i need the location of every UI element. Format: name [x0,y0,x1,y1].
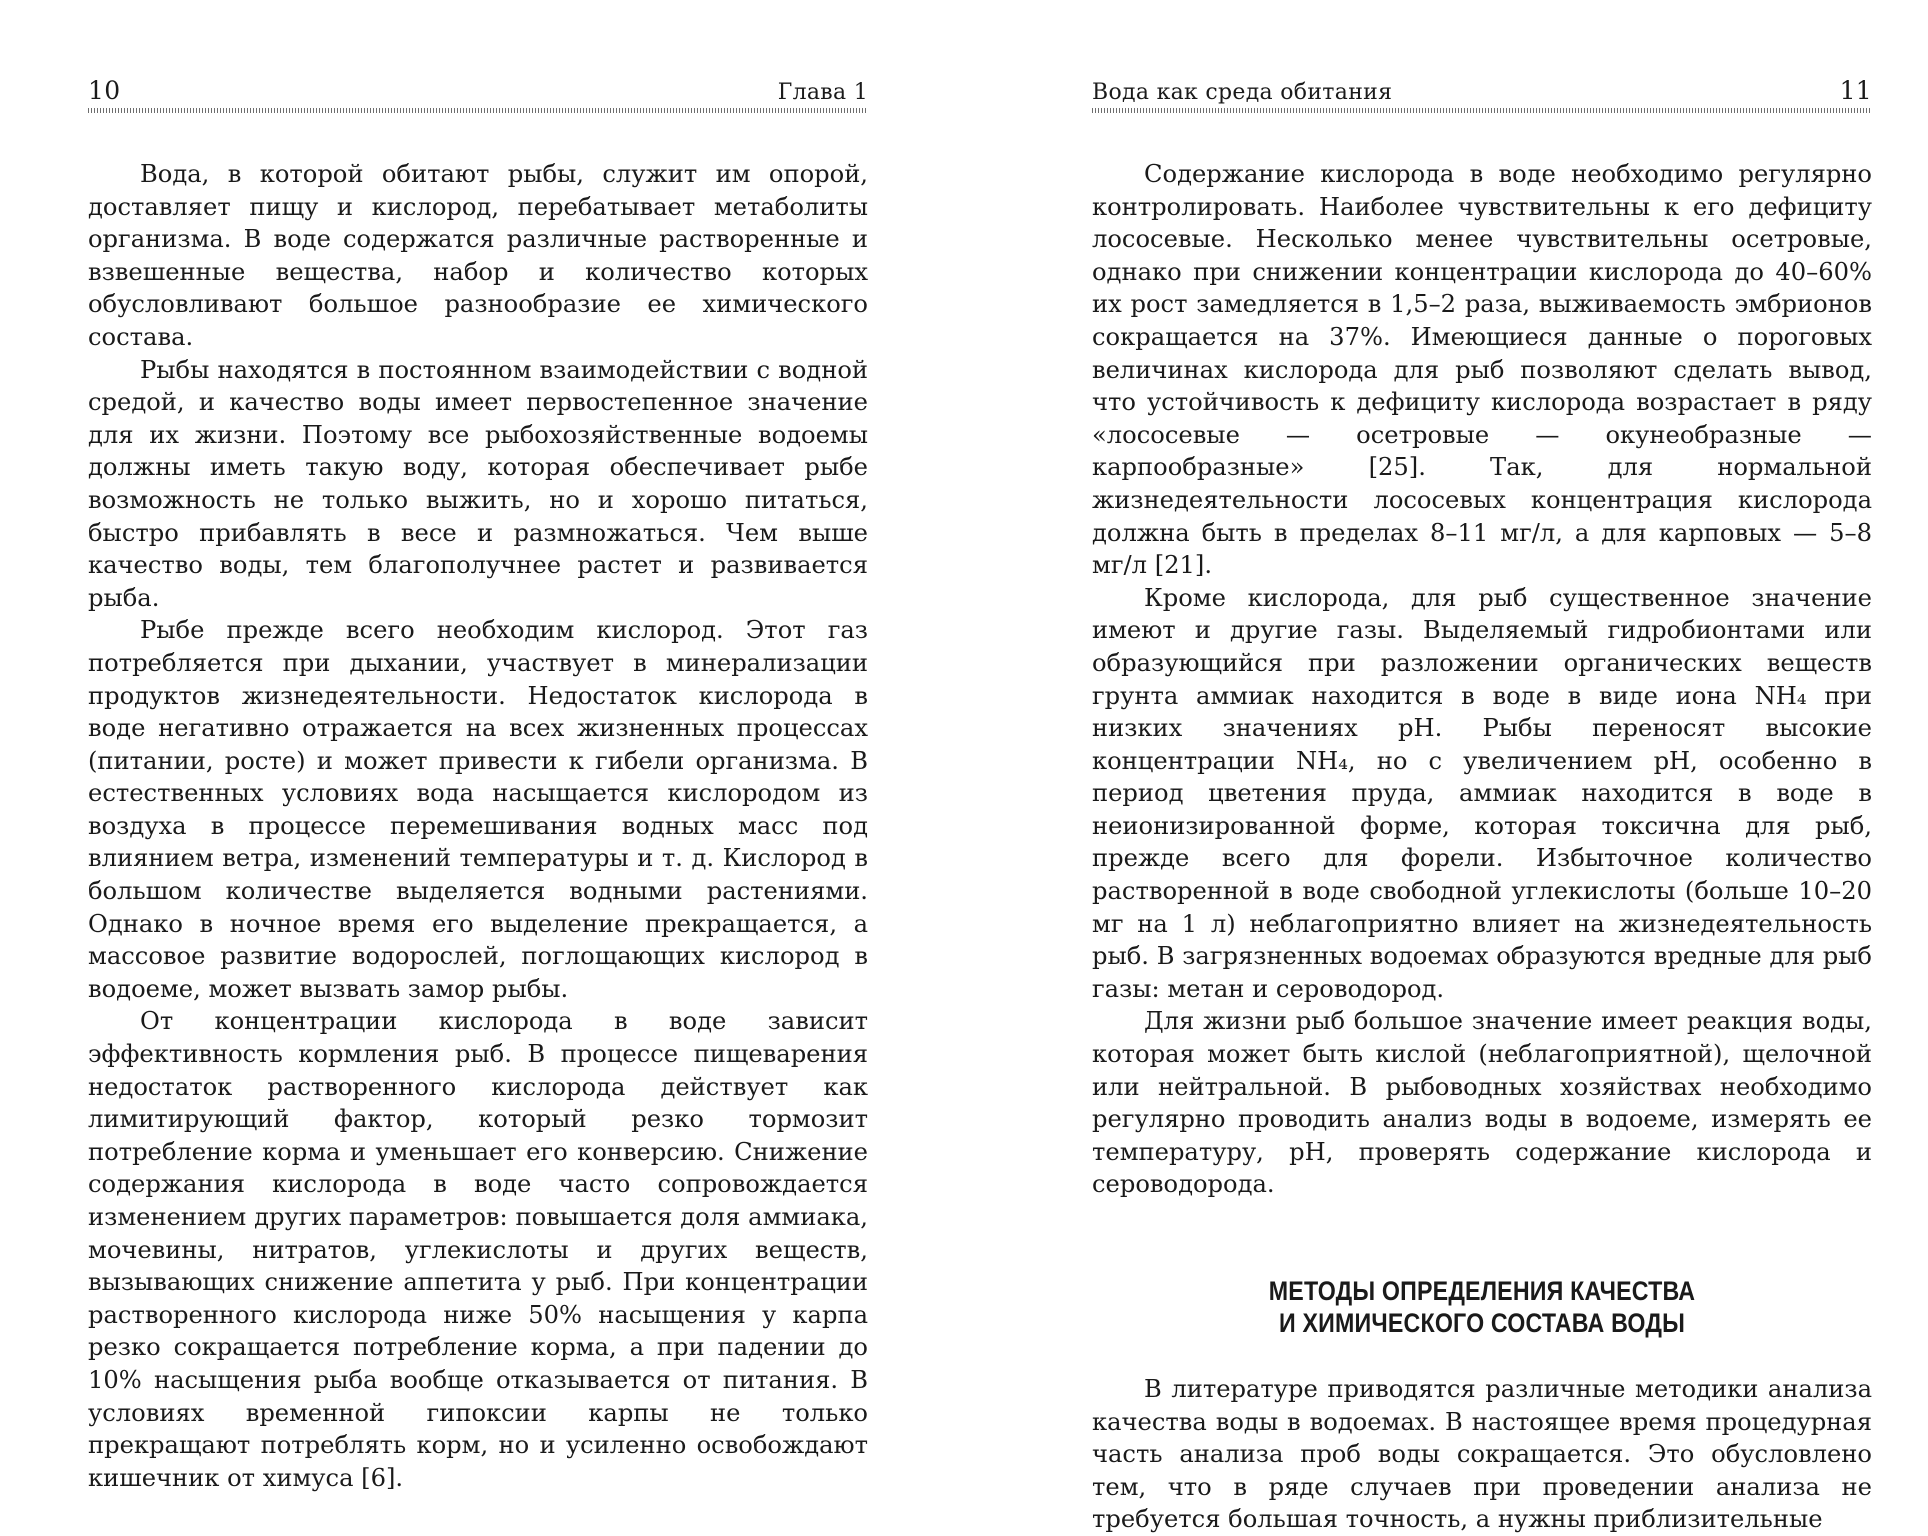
right-paragraph-3: Для жизни рыб большое значение имеет реакция воды, которая может быть кислой (неблагоприятной), щелочной или нейтральной. В рыбоводных хозяйствах необходимо регулярно проводить анализ воды в водоеме, измерять ее температуру, pH, проверять содержание кислорода и сероводорода. [1092,1007,1872,1199]
section-heading-line-2: И ХИМИЧЕСКОГО СОСТАВА ВОДЫ [1278,1308,1685,1338]
right-page [1092,0,1872,1534]
left-paragraph-3: Рыбе прежде всего необходим кислород. Этот газ потребляется при дыхании, участвует в минерализации продуктов жизнедеятельности. Недостаток кислорода в воде негативно отражается на всех жизненных процессах (питании, росте) и может привести к гибели организма. В естественных условиях вода насыщается кислородом из воздуха в процессе перемешивания водных масс под влиянием ветра, изменений температуры и т. д. Кислород в большом количестве выделяется водными растениями. Однако в ночное время его выделение прекращается, а массовое развитие водорослей, поглощающих кислород в водоеме, может вызвать замор рыбы. [88,616,868,1003]
left-page [88,0,868,1534]
right-paragraph-2: Кроме кислорода, для рыб существенное значение имеют и другие газы. Выделяемый гидробионтами или образующийся при разложении органических веществ грунта аммиак находится в воде в виде иона NH₄ при низких значениях pH. Рыбы переносят высокие концентрации NH₄, но с увеличением pH, особенно в период цветения пруда, аммиак находится в воде в неионизированной форме, которая токсична для рыб, прежде всего для форели. Избыточное количество растворенной в воде свободной углекислоты (больше 10–20 мг на 1 л) неблагоприятно влияет на жизнедеятельность рыб. В загрязненных водоемах образуются вредные для рыб газы: метан и сероводород. [1092,583,1872,1003]
left-paragraph-4: От концентрации кислорода в воде зависит эффективность кормления рыб. В процессе пищеварения недостаток растворенного кислорода действует как лимитирующий фактор, который резко тормозит потребление корма и уменьшает его конверсию. Снижение содержания кислорода в воде часто сопровождается изменением других параметров: повышается доля аммиака, мочевины, нитратов, углекислоты и других веществ, вызывающих снижение аппетита у рыб. При концентрации растворенного кислорода ниже 50% насыщения у карпа резко сокращается потребление корма, а при падении до 10% насыщения рыба вообще отказывается от питания. В условиях временной гипоксии карпы не только прекращают потреблять корм, но и усиленно освобождают кишечник от химуса [6]. [88,1007,868,1492]
right-paragraph-1: Содержание кислорода в воде необходимо регулярно контролировать. Наиболее чувствительны к его дефициту лососевые. Несколько менее чувствительны осетровые, однако при снижении концентрации кислорода до 40–60% их рост замедляется в 1,5–2 раза, выживаемость эмбрионов сокращается на 37%. Имеющиеся данные о пороговых величинах кислорода для рыб позволяют сделать вывод, что устойчивость к дефициту кислорода возрастает в ряду «лососевые — осетровые — окунеобразные — карпообразные» [25]. Так, для нормальной жизнедеятельности лососевых концентрация кислорода должна быть в пределах 8–11 мг/л, а для карповых — 5–8 мг/л [21]. [1092,160,1872,580]
right-header-rule [1092,108,1872,113]
left-paragraph-1: Вода, в которой обитают рыбы, служит им опорой, доставляет пищу и кислород, перебатывает метаболиты организма. В воде содержатся различные растворенные и взвешенные вещества, набор и количество которых обусловливают большое разнообразие ее химического состава. [88,160,868,351]
section-heading-line-1: МЕТОДЫ ОПРЕДЕЛЕНИЯ КАЧЕСТВА [1268,1276,1696,1306]
left-running-title: Глава 1 [777,80,868,105]
right-running-title: Вода как среда обитания [1092,80,1393,105]
right-paragraph-4: В литературе приводятся различные методики анализа качества воды в водоемах. В настоящее время процедурная часть анализа проб воды сокращается. Это обусловлено тем, что в ряде случаев при проведении анализа не требуется большая точность, а нужны приблизительные [1092,1375,1872,1534]
left-paragraph-2: Рыбы находятся в постоянном взаимодействии с водной средой, и качество воды имеет первостепенное значение для их жизни. Поэтому все рыбохозяйственные водоемы должны иметь такую воду, которая обеспечивает рыбе возможность не только выжить, но и хорошо питаться, быстро прибавлять в весе и размножаться. Чем выше качество воды, тем благополучнее растет и развивается рыба. [88,355,868,612]
section-heading [1147,1275,1818,1339]
left-header-rule [88,108,868,113]
left-page-number: 10 [88,76,121,105]
left-body-text [88,158,868,1494]
right-body-text [1092,158,1872,1536]
right-page-number: 11 [1839,76,1872,105]
left-running-head [88,76,868,110]
right-running-head [1092,76,1872,110]
